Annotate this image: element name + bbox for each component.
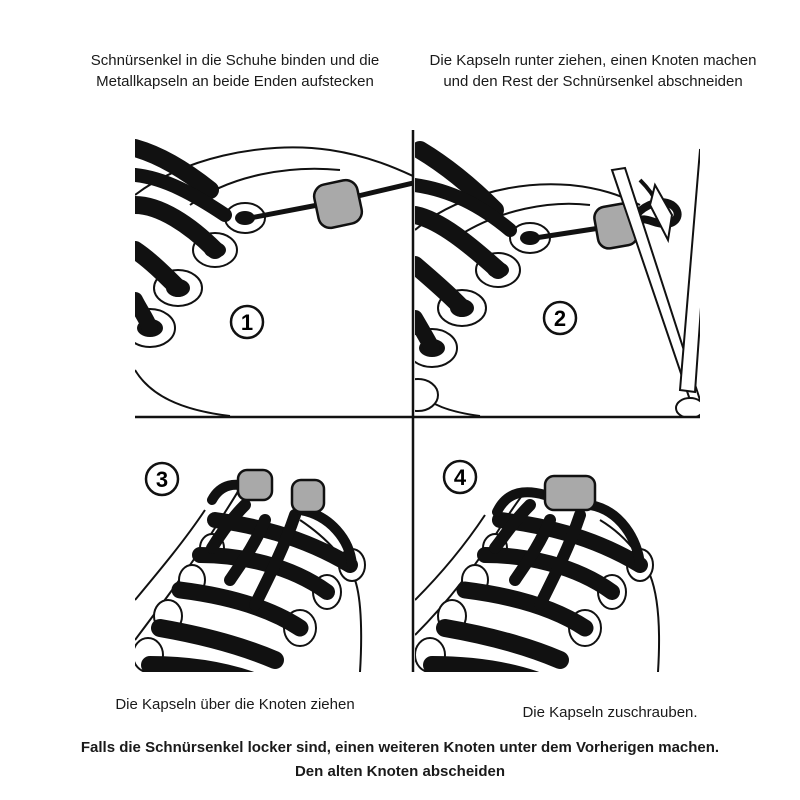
caption-step-2: Die Kapseln runter ziehen, einen Knoten machen und den Rest der Schnürsenkel abschneiden (429, 52, 757, 90)
capsule-icon (545, 476, 595, 510)
capsule-icon (238, 470, 272, 500)
step-badge-4 (444, 461, 476, 493)
step-badge-3 (146, 463, 178, 495)
capsule-icon (292, 480, 324, 512)
caption-step-3: Die Kapseln über die Knoten ziehen (115, 696, 355, 713)
lace-icon (432, 492, 640, 680)
scissors-icon (612, 150, 712, 418)
footer-note-line-2: Den alten Knoten abscheiden (294, 763, 506, 780)
panel-step-3 (133, 470, 365, 680)
panel-step-1 (125, 147, 413, 416)
step-badge-2 (544, 302, 576, 334)
footer-note-line-1: Falls die Schnürsenkel locker sind, einen weiteren Knoten unter dem Vorherigen machen. (80, 739, 720, 756)
caption-step-4: Die Kapseln zuschrauben. (522, 704, 698, 721)
capsule-icon (312, 178, 364, 230)
step-number: 2 (553, 306, 567, 331)
panel-step-4 (415, 476, 659, 680)
step-badge-1 (231, 306, 263, 338)
caption-step-1: Schnürsenkel in die Schuhe binden und die Metallkapseln an beide Enden aufstecken (90, 52, 380, 90)
lace-icon (150, 485, 352, 680)
eyelet-icon (398, 379, 438, 411)
step-number: 4 (453, 465, 467, 490)
step-number: 3 (155, 467, 169, 492)
panel-step-2 (398, 150, 712, 418)
step-number: 1 (240, 310, 254, 335)
